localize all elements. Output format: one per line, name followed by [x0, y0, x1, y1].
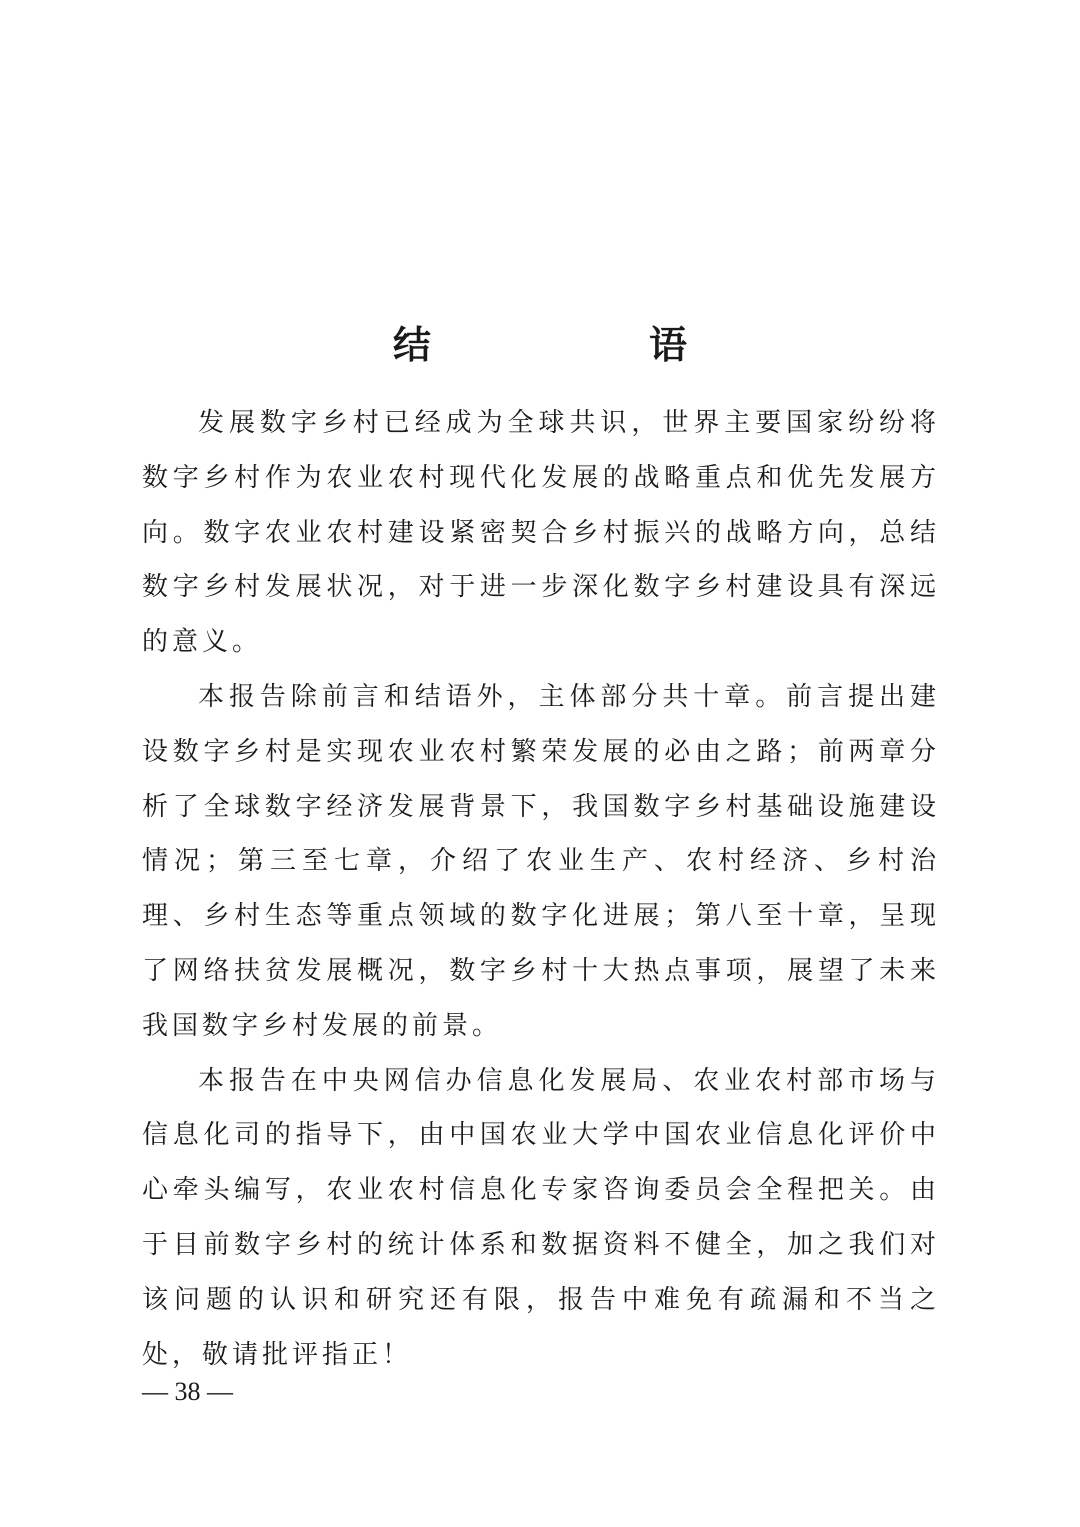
page-number: — 38 — — [142, 1377, 233, 1406]
page-title: 结 语 — [392, 322, 777, 368]
paragraph: 本报告除前言和结语外，主体部分共十章。前言提出建设数字乡村是实现农业农村繁荣发展的必由之路；前两章分析了全球数字经济发展背景下，我国数字乡村基础设施建设情况；第三至七章，介绍了农业生产、农村经济、乡村治理、乡村生态等重点领域的数字化进展；第八至十章，呈现了网络扶贫发展概况，数字乡村十大热点事项，展望了未来我国数字乡村发展的前景。 — [142, 681, 940, 1041]
body-text — [142, 396, 940, 1382]
paragraph: 发展数字乡村已经成为全球共识，世界主要国家纷纷将数字乡村作为农业农村现代化发展的战略重点和优先发展方向。数字农业农村建设紧密契合乡村振兴的战略方向，总结数字乡村发展状况，对于进一步深化数字乡村建设具有深远的意义。 — [142, 408, 940, 658]
paragraph: 本报告在中央网信办信息化发展局、农业农村部市场与信息化司的指导下，由中国农业大学中国农业信息化评价中心牵头编写，农业农村信息化专家咨询委员会全程把关。由于目前数字乡村的统计体系和数据资料不健全，加之我们对该问题的认识和研究还有限，报告中难免有疏漏和不当之处，敬请批评指正！ — [142, 1065, 940, 1370]
